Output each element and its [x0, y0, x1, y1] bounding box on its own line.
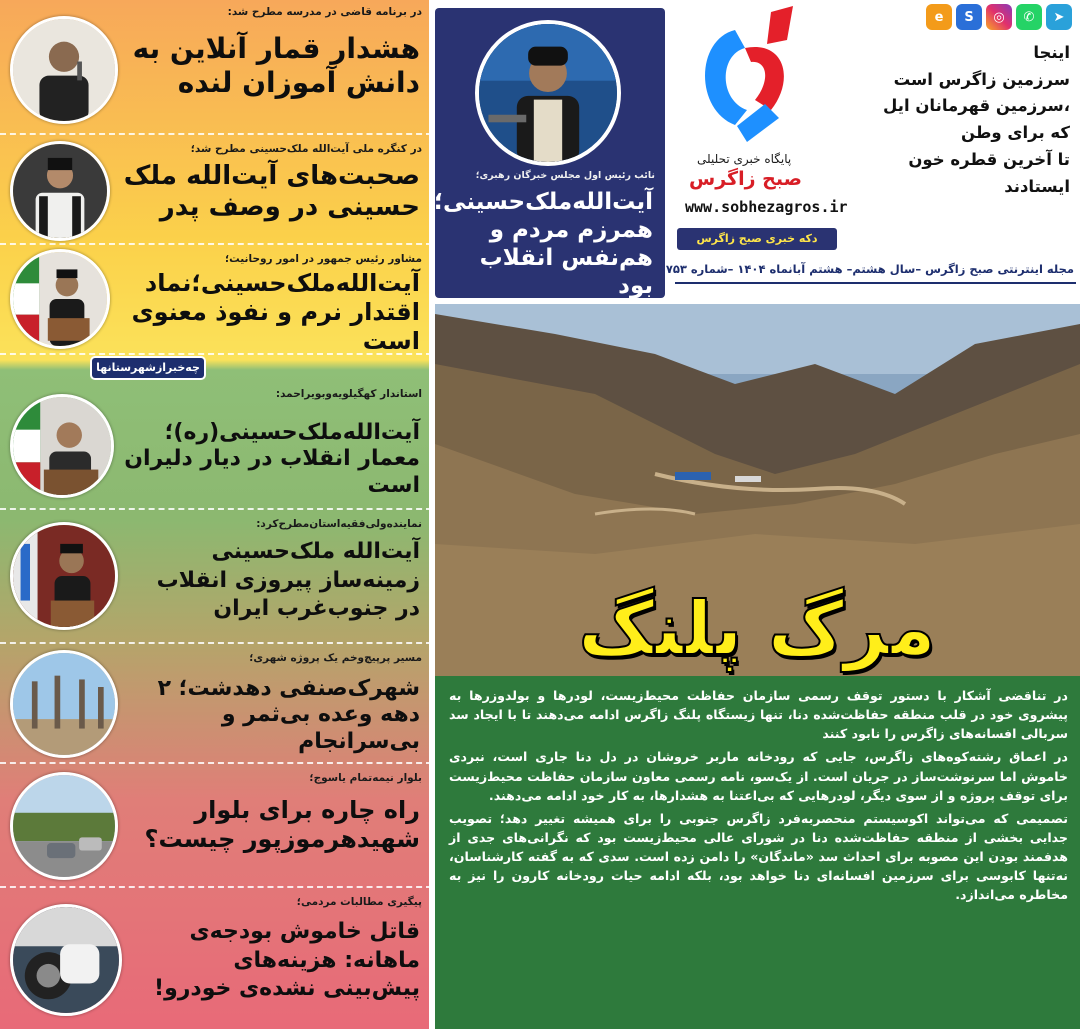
news-kicker: پیگیری مطالبات مردمی؛ [296, 896, 422, 908]
news-thumbnail [10, 650, 118, 758]
news-item-southwest-victory[interactable] [0, 512, 432, 644]
feature-headline[interactable]: آیت‌الله‌ملک‌حسینی؛ همرزم مردم و هم‌نفس انقلاب بود [433, 189, 653, 300]
news-item-soft-power[interactable] [0, 247, 432, 355]
main-story-body [435, 676, 1080, 1029]
news-thumbnail [10, 522, 118, 630]
news-item-dehdasht-industrial[interactable] [0, 646, 432, 764]
news-kiosk-label[interactable]: دکه خبری صبح زاگرس [677, 228, 837, 250]
news-kicker: مسیر پرپیچ‌وخم یک پروژه شهری؛ [249, 652, 422, 664]
news-item-car-costs[interactable] [0, 890, 432, 1029]
slogan-line: ،سرزمین قهرمانان ایل [883, 96, 1070, 116]
news-kicker: در برنامه قاضی در مدرسه مطرح شد: [227, 6, 422, 18]
slogan-line: ایستادند [1004, 176, 1070, 196]
news-kicker: در کنگره ملی آیت‌الله ملک‌حسینی مطرح شد؛ [190, 143, 422, 155]
slogan-line: تا آخرین قطره خون [908, 149, 1070, 169]
soroush-icon[interactable]: S [956, 4, 982, 30]
issue-info: مجله اینترنتی صبح زاگرس –سال هشتم– هشتم آبانماه ۱۴۰۴ –شماره ۷۵۳ [665, 262, 1074, 276]
news-thumbnail [10, 904, 122, 1016]
site-name: صبح زاگرس [689, 168, 802, 190]
news-thumbnail [10, 394, 114, 498]
news-kicker: مشاور رئیس جمهور در امور روحانیت؛ [224, 253, 422, 265]
slogan-line: اینجا [1033, 43, 1070, 62]
news-thumbnail [10, 772, 118, 880]
news-kicker: بلوار نیمه‌تمام یاسوج؛ [309, 772, 422, 784]
news-headline[interactable]: آیت‌الله‌ملک‌حسینی؛نماد اقتدار نرم و نفوذ معنوی است [131, 269, 420, 355]
main-headline[interactable]: مرگ پلنگ [578, 586, 936, 672]
news-kicker: استاندار کهگیلویه‌وبویراحمد: [275, 388, 422, 400]
feature-photo [475, 20, 621, 166]
news-headline[interactable]: شهرک‌صنفی دهدشت؛ ۲ دهه وعده بی‌ثمر و بی‌سرانجام [157, 676, 420, 754]
news-headline[interactable]: هشدار قمار آنلاین به دانش آموزان لنده [132, 32, 420, 99]
news-item-hormozpour-boulevard[interactable] [0, 766, 432, 888]
news-item-malekhosseini-father[interactable] [0, 137, 432, 245]
slogan-block [850, 40, 1070, 200]
news-headline[interactable]: قاتل خاموش بودجه‌ی ماهانه: هزینه‌های پیش‌بینی نشده‌ی خودرو! [154, 919, 420, 1002]
slogan-line: که برای وطن [961, 123, 1070, 143]
news-thumbnail [10, 141, 110, 241]
section-tag-cities[interactable]: چه‌خبراز‌شهرستانها [92, 358, 204, 378]
news-headline[interactable]: راه چاره برای بلوار شهیدهرموزپور چیست؟ [144, 796, 420, 853]
news-item-architect-revolution[interactable] [0, 382, 432, 510]
news-item-online-gambling[interactable] [0, 0, 432, 135]
news-thumbnail [10, 16, 118, 124]
main-column [435, 0, 1080, 1029]
telegram-icon[interactable]: ➤ [1046, 4, 1072, 30]
main-paragraph: تصمیمی که می‌تواند اکوسیستم منحصربه‌فرد زاگرس جنوبی را برای همیشه تغییر دهد؛ تصویب جدایی بخشی از منطقه حفاظت‌شده دنا در شورای عالی محیط‌زیست بود که نگرانی‌های جدی از هدفمند بودن این مصوبه برای احداث سد «ماندگان» را دامن زده است. سدی که به گفته کارشناسان، نه‌تنها کابوسی برای سرزمین افسانه‌ای دنا خواهد بود، بلکه ادامه حیات رودخانه کارون را نیز به مخاطره می‌اندازد. [449, 810, 1068, 903]
left-news-column [0, 0, 432, 1029]
news-thumbnail [10, 249, 110, 349]
eitaa-icon[interactable]: e [926, 4, 952, 30]
site-url[interactable]: www.sobhezagros.ir [685, 198, 848, 216]
news-kicker: نماینده‌ولی‌فقیه‌استان‌مطرح‌کرد: [256, 518, 422, 530]
main-paragraph: در تناقضی آشکار با دستور توقف رسمی سازمان حفاظت محیط‌زیست، لودرها و بولدوزرها به پیشروی خود در قلب منطقه حفاظت‌شده دنا، تنها زیستگاه پلنگ زاگرس ادامه می‌دهند تا با ایجاد سد سربالی افسانه‌های زاگرس را نابود کنند [449, 688, 1068, 742]
site-type-label: پایگاه خبری تحلیلی [697, 152, 792, 166]
feature-story[interactable] [435, 8, 665, 298]
whatsapp-icon[interactable]: ✆ [1016, 4, 1042, 30]
news-headline[interactable]: آیت‌الله ملک‌حسینی زمینه‌ساز پیروزی انقلاب در جنوب‌غرب ایران [156, 539, 420, 622]
divider [675, 282, 1076, 284]
feature-kicker: نائب رئیس اول مجلس خبرگان رهبری؛ [475, 170, 655, 181]
news-headline[interactable]: صحبت‌های آیت‌الله ملک حسینی در وصف پدر [123, 161, 420, 223]
news-headline[interactable]: آیت‌الله‌ملک‌حسینی(ره)؛معمار انقلاب در دیار دلیران است [124, 420, 420, 498]
main-paragraph: در اعماق رشته‌کوه‌های زاگرس، جایی که رودخانه ماربر خروشان در دل دنا جاری است، نبردی خاموش اما سرنوشت‌ساز در جریان است. از یک‌سو، نامه رسمی معاون سازمان حفاظت محیط‌زیست برای توقف پروژه و از سوی دیگر، لودرهایی که بی‌اعتنا به هشدارها، به کار خود ادامه می‌دهند. [449, 749, 1068, 803]
slogan-line: سرزمین زاگرس است [893, 69, 1070, 89]
instagram-icon[interactable]: ◎ [986, 4, 1012, 30]
social-icons [926, 4, 1072, 30]
